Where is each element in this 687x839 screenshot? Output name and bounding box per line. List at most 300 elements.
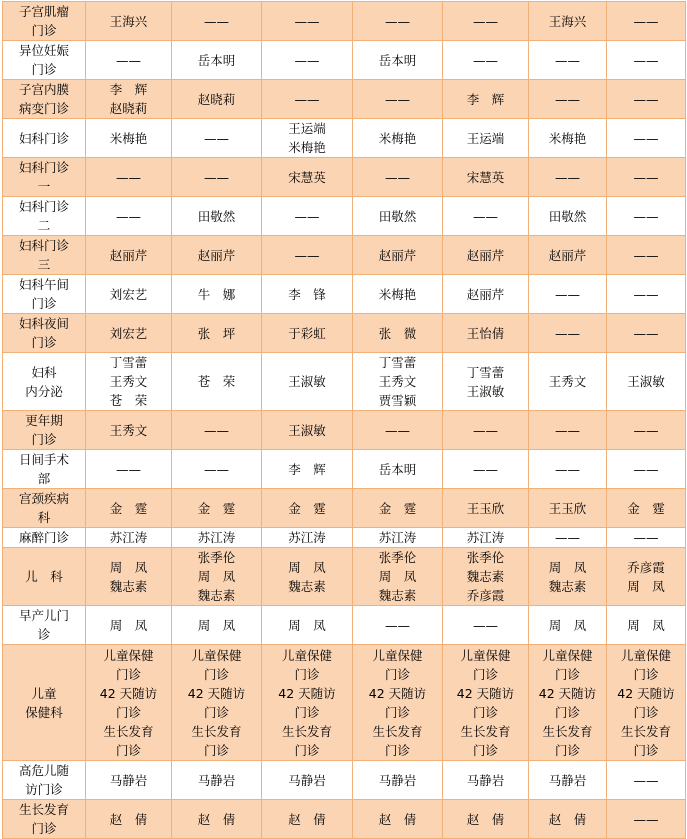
doctor-name: 门诊 [472, 704, 498, 720]
schedule-cell [262, 236, 353, 275]
department-name-line: 麻醉门诊 [18, 530, 69, 545]
doctor-name: 赵丽芹 [197, 247, 236, 263]
department-cell [3, 314, 86, 353]
schedule-cell [262, 411, 353, 450]
doctor-name: 苏江涛 [197, 530, 236, 545]
schedule-cell [172, 158, 262, 197]
doctor-name: 王秀文 [548, 374, 587, 389]
department-name-line: 门诊 [31, 821, 57, 836]
department-cell [3, 411, 86, 450]
doctor-name: —— [633, 422, 659, 438]
department-cell [3, 450, 86, 489]
doctor-name: —— [204, 130, 229, 146]
doctor-name: 42 天随访 [538, 685, 597, 701]
department-name-line: 妇科 [31, 364, 57, 380]
schedule-cell [443, 450, 529, 489]
doctor-name: —— [633, 52, 659, 68]
doctor-name: 儿童保健 [460, 647, 511, 663]
schedule-cell [443, 119, 529, 158]
schedule-cell [443, 528, 529, 548]
doctor-name: 生长发育 [281, 723, 332, 739]
schedule-cell [443, 80, 529, 119]
doctor-name: 周 凤 [197, 569, 236, 584]
doctor-name: 金 霆 [109, 500, 148, 516]
department-name-line: 门诊 [31, 62, 57, 77]
schedule-cell [607, 548, 686, 606]
schedule-cell [353, 197, 443, 236]
doctor-name: 丁雪蕾 [378, 355, 417, 370]
schedule-cell [353, 548, 443, 606]
doctor-name: —— [633, 130, 659, 146]
department-name-line: 儿 科 [25, 569, 63, 584]
schedule-cell [172, 314, 262, 353]
doctor-name: 米梅艳 [288, 140, 326, 155]
doctor-name: 魏志素 [109, 578, 148, 594]
schedule-cell [262, 450, 353, 489]
doctor-name: 门诊 [294, 704, 320, 720]
doctor-name: 门诊 [384, 666, 410, 682]
schedule-cell [262, 275, 353, 314]
schedule-cell [529, 197, 607, 236]
doctor-name: —— [555, 530, 580, 545]
table-row [3, 606, 686, 645]
schedule-cell [443, 489, 529, 528]
doctor-name: 丁雪蕾 [466, 364, 505, 380]
department-name-line: 妇科门诊 [18, 199, 69, 214]
schedule-cell [262, 197, 353, 236]
department-name-line: 妇科门诊 [18, 130, 69, 146]
doctor-name: —— [294, 208, 320, 224]
schedule-cell [353, 489, 443, 528]
table-row [3, 314, 686, 353]
doctor-name: 门诊 [384, 704, 410, 720]
schedule-cell [353, 158, 443, 197]
schedule-cell [262, 606, 353, 645]
schedule-cell [607, 606, 686, 645]
schedule-cell [607, 450, 686, 489]
doctor-name: 张季伦 [466, 550, 505, 565]
doctor-name: 赵 倩 [548, 811, 587, 827]
doctor-name: —— [204, 169, 229, 185]
table-row [3, 275, 686, 314]
doctor-name: 门诊 [554, 666, 580, 682]
doctor-name: 门诊 [384, 742, 410, 758]
schedule-cell [86, 411, 172, 450]
doctor-name: —— [473, 617, 498, 633]
doctor-name: —— [555, 169, 580, 185]
schedule-cell [172, 761, 262, 800]
doctor-name: 王秀文 [109, 422, 148, 438]
doctor-name: 周 凤 [627, 578, 665, 594]
doctor-name: —— [473, 13, 498, 29]
schedule-cell [443, 548, 529, 606]
doctor-name: 王海兴 [548, 13, 587, 29]
department-name-line: 保健科 [25, 704, 63, 720]
table-row [3, 236, 686, 275]
schedule-cell [86, 606, 172, 645]
department-name-line: 三 [37, 257, 51, 272]
schedule-cell [86, 41, 172, 80]
department-name-line: 妇科午间 [18, 277, 69, 292]
doctor-name: 岳本明 [378, 461, 417, 477]
doctor-name: 宋慧英 [288, 169, 326, 185]
schedule-cell [172, 275, 262, 314]
department-cell [3, 2, 86, 41]
doctor-name: 42 天随访 [368, 685, 427, 701]
schedule-cell [607, 528, 686, 548]
doctor-name: 门诊 [115, 742, 141, 758]
doctor-name: 赵 倩 [288, 811, 326, 827]
schedule-cell [262, 761, 353, 800]
doctor-name: 赵 倩 [378, 811, 417, 827]
doctor-name: 乔彦霞 [466, 588, 505, 603]
doctor-name: 马静岩 [288, 772, 326, 788]
department-cell [3, 761, 86, 800]
doctor-name: 张 微 [378, 325, 417, 341]
department-name-line: 一 [37, 179, 51, 194]
doctor-name: 生长发育 [460, 723, 511, 739]
schedule-cell [172, 80, 262, 119]
doctor-name: 42 天随访 [187, 685, 246, 701]
schedule-cell [529, 236, 607, 275]
doctor-name: 金 霆 [197, 500, 236, 516]
doctor-name: —— [385, 91, 410, 107]
doctor-name: 魏志素 [548, 578, 587, 594]
department-name-line: 儿童 [31, 685, 57, 701]
table-row [3, 528, 686, 548]
schedule-cell [443, 158, 529, 197]
schedule-cell [607, 489, 686, 528]
schedule-cell [86, 528, 172, 548]
schedule-cell [262, 489, 353, 528]
doctor-name: 李 辉 [109, 82, 148, 97]
department-cell [3, 41, 86, 80]
schedule-cell [353, 2, 443, 41]
schedule-cell [86, 236, 172, 275]
doctor-name: 金 霆 [288, 500, 326, 516]
doctor-name: —— [116, 169, 141, 185]
doctor-name: —— [116, 208, 141, 224]
doctor-name: 贾雪颖 [378, 393, 417, 408]
doctor-name: 门诊 [115, 704, 141, 720]
doctor-name: 生长发育 [103, 723, 154, 739]
department-name-line: 门诊 [31, 23, 57, 38]
department-name-line: 妇科夜间 [18, 316, 69, 331]
doctor-name: 王玉欣 [548, 500, 587, 516]
doctor-name: 赵丽芹 [109, 247, 148, 263]
table-row [3, 645, 686, 761]
department-name-line: 子宫肌瘤 [18, 4, 69, 19]
schedule-cell [172, 119, 262, 158]
doctor-name: 金 霆 [627, 500, 665, 516]
doctor-name: —— [385, 617, 410, 633]
doctor-name: —— [294, 13, 320, 29]
doctor-name: 王秀文 [378, 374, 417, 389]
doctor-name: 周 凤 [627, 617, 665, 633]
doctor-name: 米梅艳 [548, 130, 587, 146]
doctor-name: —— [633, 13, 659, 29]
schedule-cell [86, 80, 172, 119]
doctor-name: 马静岩 [466, 772, 505, 788]
schedule-cell [172, 606, 262, 645]
schedule-cell [443, 41, 529, 80]
doctor-name: 生长发育 [542, 723, 593, 739]
doctor-name: —— [116, 461, 141, 477]
schedule-cell [529, 119, 607, 158]
doctor-name: 王淑敏 [627, 374, 665, 389]
doctor-name: —— [633, 208, 659, 224]
doctor-name: —— [473, 52, 498, 68]
department-name-line: 妇科门诊 [18, 160, 69, 175]
doctor-name: 门诊 [472, 666, 498, 682]
schedule-cell [607, 314, 686, 353]
schedule-cell [86, 119, 172, 158]
schedule-cell [172, 489, 262, 528]
doctor-name: 门诊 [294, 742, 320, 758]
doctor-name: 牛 娜 [197, 286, 236, 302]
schedule-cell [262, 645, 353, 761]
doctor-name: —— [633, 811, 659, 827]
schedule-cell [262, 353, 353, 411]
schedule-cell [353, 119, 443, 158]
doctor-name: 赵 倩 [197, 811, 236, 827]
schedule-cell [172, 236, 262, 275]
schedule-cell [443, 411, 529, 450]
department-cell [3, 548, 86, 606]
doctor-name: 儿童保健 [372, 647, 423, 663]
table-row [3, 197, 686, 236]
doctor-name: 王淑敏 [466, 383, 505, 399]
schedule-cell [443, 275, 529, 314]
department-name-line: 子宫内膜 [18, 82, 69, 97]
schedule-cell [529, 353, 607, 411]
doctor-name: 马静岩 [197, 772, 236, 788]
schedule-cell [529, 41, 607, 80]
doctor-name: 42 天随访 [456, 685, 515, 701]
schedule-cell [607, 158, 686, 197]
schedule-cell [172, 450, 262, 489]
schedule-cell [607, 411, 686, 450]
doctor-name: 周 凤 [378, 569, 417, 584]
doctor-name: 生长发育 [372, 723, 423, 739]
schedule-cell [607, 41, 686, 80]
doctor-name: 田敬然 [197, 208, 236, 224]
doctor-name: 儿童保健 [620, 647, 671, 663]
schedule-cell [529, 80, 607, 119]
schedule-cell [607, 197, 686, 236]
schedule-cell [529, 450, 607, 489]
doctor-name: 王淑敏 [288, 374, 326, 389]
doctor-name: 张季伦 [378, 550, 417, 565]
doctor-name: 刘宏艺 [109, 325, 148, 341]
schedule-cell [529, 606, 607, 645]
doctor-name: 门诊 [203, 704, 229, 720]
schedule-cell [262, 158, 353, 197]
schedule-cell [607, 353, 686, 411]
table-row [3, 411, 686, 450]
schedule-cell [86, 761, 172, 800]
schedule-cell [607, 761, 686, 800]
doctor-name: —— [633, 325, 659, 341]
doctor-name: 王秀文 [109, 374, 148, 389]
doctor-name: —— [294, 91, 320, 107]
doctor-name: 田敬然 [548, 208, 587, 224]
doctor-name: 王运端 [288, 121, 326, 136]
doctor-name: 42 天随访 [617, 685, 675, 701]
schedule-cell [443, 353, 529, 411]
doctor-name: 生长发育 [620, 723, 671, 739]
schedule-cell [86, 353, 172, 411]
doctor-name: 周 凤 [109, 617, 148, 633]
schedule-cell [353, 314, 443, 353]
table-row [3, 80, 686, 119]
schedule-cell [353, 606, 443, 645]
doctor-name: 魏志素 [197, 588, 236, 603]
schedule-cell [353, 450, 443, 489]
doctor-name: 马静岩 [109, 772, 148, 788]
department-name-line: 生长发育 [18, 802, 69, 817]
schedule-cell [172, 353, 262, 411]
schedule-cell [262, 2, 353, 41]
schedule-cell [353, 528, 443, 548]
doctor-name: 赵 倩 [466, 811, 505, 827]
doctor-name: 张季伦 [197, 550, 236, 565]
table-row [3, 119, 686, 158]
department-name-line: 二 [37, 218, 51, 233]
schedule-cell [607, 2, 686, 41]
doctor-name: —— [633, 772, 659, 788]
department-name-line: 门诊 [31, 335, 57, 350]
clinic-schedule-table [2, 1, 686, 839]
schedule-cell [172, 645, 262, 761]
schedule-cell [529, 761, 607, 800]
doctor-name: —— [116, 52, 141, 68]
doctor-name: —— [555, 52, 580, 68]
doctor-name: 周 凤 [548, 617, 587, 633]
schedule-cell [353, 41, 443, 80]
department-cell [3, 275, 86, 314]
schedule-cell [529, 645, 607, 761]
department-cell [3, 80, 86, 119]
table-row [3, 489, 686, 528]
table-row [3, 2, 686, 41]
doctor-name: —— [555, 325, 580, 341]
schedule-cell [353, 353, 443, 411]
schedule-cell [529, 2, 607, 41]
schedule-cell [86, 548, 172, 606]
doctor-name: 米梅艳 [109, 130, 148, 146]
schedule-cell [607, 275, 686, 314]
schedule-cell [443, 761, 529, 800]
schedule-cell [172, 41, 262, 80]
department-name-line: 访门诊 [25, 782, 63, 797]
department-name-line: 病变门诊 [18, 101, 69, 116]
table-row [3, 548, 686, 606]
doctor-name: 周 凤 [548, 559, 587, 575]
doctor-name: —— [633, 91, 659, 107]
doctor-name: 岳本明 [378, 52, 417, 68]
department-cell [3, 119, 86, 158]
doctor-name: 儿童保健 [103, 647, 154, 663]
doctor-name: —— [385, 169, 410, 185]
doctor-name: 宋慧英 [466, 169, 505, 185]
doctor-name: —— [385, 13, 410, 29]
doctor-name: 李 锋 [288, 286, 326, 302]
schedule-cell [353, 275, 443, 314]
doctor-name: 魏志素 [378, 588, 417, 603]
doctor-name: 马静岩 [378, 772, 417, 788]
department-name-line: 早产儿门 [18, 608, 69, 623]
schedule-cell [262, 119, 353, 158]
doctor-name: 赵丽芹 [548, 247, 587, 263]
doctor-name: —— [473, 422, 498, 438]
doctor-name: 周 凤 [109, 559, 148, 575]
doctor-name: —— [473, 461, 498, 477]
table-row [3, 158, 686, 197]
schedule-cell [529, 314, 607, 353]
doctor-name: 乔彦霞 [627, 559, 665, 575]
schedule-cell [607, 645, 686, 761]
schedule-cell [443, 645, 529, 761]
department-cell [3, 236, 86, 275]
department-name-line: 诊 [37, 627, 51, 642]
department-name-line: 宫颈疾病 [18, 491, 69, 506]
department-name-line: 科 [37, 510, 51, 525]
doctor-name: 周 凤 [288, 617, 326, 633]
doctor-name: 门诊 [633, 742, 659, 758]
doctor-name: 儿童保健 [542, 647, 593, 663]
doctor-name: 苏江涛 [378, 530, 417, 545]
doctor-name: —— [294, 52, 320, 68]
department-name-line: 部 [37, 471, 51, 486]
doctor-name: 门诊 [633, 704, 659, 720]
doctor-name: —— [555, 422, 580, 438]
doctor-name: 赵晓莉 [109, 101, 148, 116]
department-cell [3, 197, 86, 236]
schedule-cell [262, 528, 353, 548]
doctor-name: —— [473, 208, 498, 224]
department-cell [3, 528, 86, 548]
doctor-name: 门诊 [115, 666, 141, 682]
department-cell [3, 353, 86, 411]
doctor-name: —— [204, 422, 229, 438]
schedule-cell [86, 2, 172, 41]
doctor-name: 周 凤 [288, 559, 326, 575]
doctor-name: 田敬然 [378, 208, 417, 224]
doctor-name: 王玉欣 [466, 500, 505, 516]
department-name-line: 日间手术 [18, 452, 69, 467]
doctor-name: 门诊 [294, 666, 320, 682]
table-row [3, 41, 686, 80]
schedule-cell [353, 411, 443, 450]
schedule-cell [529, 489, 607, 528]
doctor-name: 丁雪蕾 [109, 355, 148, 370]
schedule-cell [353, 236, 443, 275]
schedule-cell [172, 411, 262, 450]
schedule-cell [529, 275, 607, 314]
schedule-cell [607, 80, 686, 119]
schedule-cell [262, 80, 353, 119]
doctor-name: 赵丽芹 [466, 247, 505, 263]
doctor-name: 王淑敏 [288, 422, 326, 438]
schedule-cell [86, 275, 172, 314]
department-name-line: 妇科门诊 [18, 238, 69, 253]
doctor-name: 周 凤 [197, 617, 236, 633]
schedule-cell [529, 158, 607, 197]
department-cell [3, 158, 86, 197]
doctor-name: 王海兴 [109, 13, 148, 29]
doctor-name: 张 坪 [197, 325, 236, 341]
